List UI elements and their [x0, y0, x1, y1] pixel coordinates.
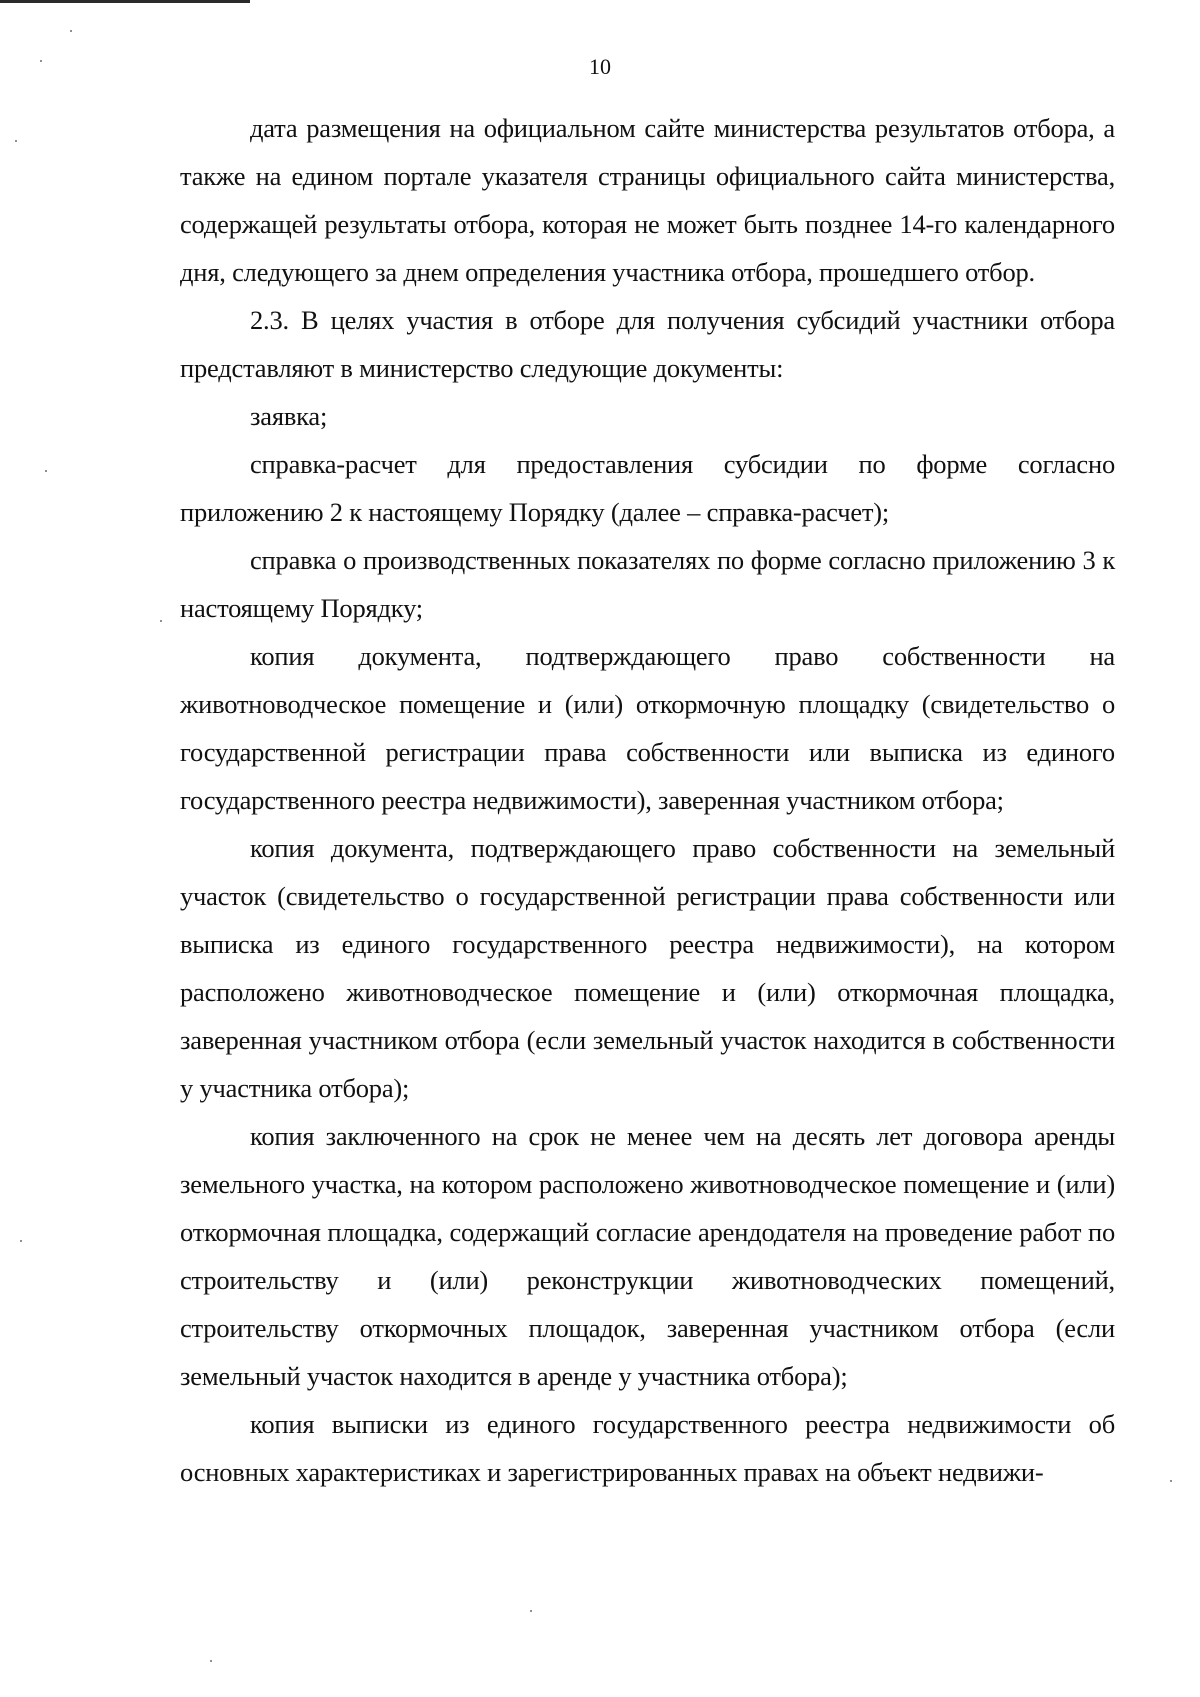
- scan-speck: [160, 620, 162, 622]
- paragraph-application: заявка;: [250, 401, 328, 431]
- paragraph-section-2-3: 2.3. В целях участия в отборе для получения субсидий участники отбора представляют в министерство следующие документы:: [180, 305, 1115, 383]
- scan-speck: [70, 30, 72, 32]
- scan-speck: [45, 470, 47, 472]
- paragraph-premises-ownership: копия документа, подтверждающего право собственности на животноводческое помещение и (или) откормочную площадку (свидетельство о государственной регистрации права собственности или выписка из единого государственного реестра недвижимости), заверенная участником отбора;: [180, 641, 1115, 815]
- paragraph-production-indicators: справка о производственных показателях по форме согласно приложению 3 к настоящему Порядку;: [180, 545, 1115, 623]
- paragraph-registry-extract: копия выписки из единого государственного реестра недвижимости об основных характеристиках и зарегистрированных правах на объект недвижи-: [180, 1409, 1115, 1487]
- paragraph-calculation-certificate: справка-расчет для предоставления субсидии по форме согласно приложению 2 к настоящему Порядку (далее – справка-расчет);: [180, 449, 1115, 527]
- paragraph-land-ownership: копия документа, подтверждающего право собственности на земельный участок (свидетельство о государственной регистрации права собственности или выписка из единого государственного реестра недвижимости), на котором расположено животноводческое помещение и (или) откормочная площадка, заверенная участником отбора (если земельный участок находится в собственности у участника отбора);: [180, 833, 1115, 1103]
- paragraph-result-date: дата размещения на официальном сайте министерства результатов отбора, а также на едином портале указателя страницы официального сайта министерства, содержащей результаты отбора, которая не может быть позднее 14-го календарного дня, следующего за днем определения участника отбора, прошедшего отбор.: [180, 113, 1115, 287]
- document-body: [180, 104, 1115, 1496]
- scan-speck: [210, 1660, 212, 1662]
- scan-speck: [20, 1240, 22, 1242]
- scan-speck: [530, 1610, 532, 1612]
- page-number: 10: [589, 54, 611, 79]
- scan-speck: [15, 140, 17, 142]
- scan-speck: [1170, 1480, 1172, 1482]
- paragraph-lease-agreement: копия заключенного на срок не менее чем на десять лет договора аренды земельного участка, на котором расположено животноводческое помещение и (или) откормочная площадка, содержащий согласие арендодателя на проведение работ по строительству и (или) реконструкции животноводческих помещений, строительству откормочных площадок, заверенная участником отбора (если земельный участок находится в аренде у участника отбора);: [180, 1121, 1115, 1391]
- scan-edge-line: [0, 0, 250, 3]
